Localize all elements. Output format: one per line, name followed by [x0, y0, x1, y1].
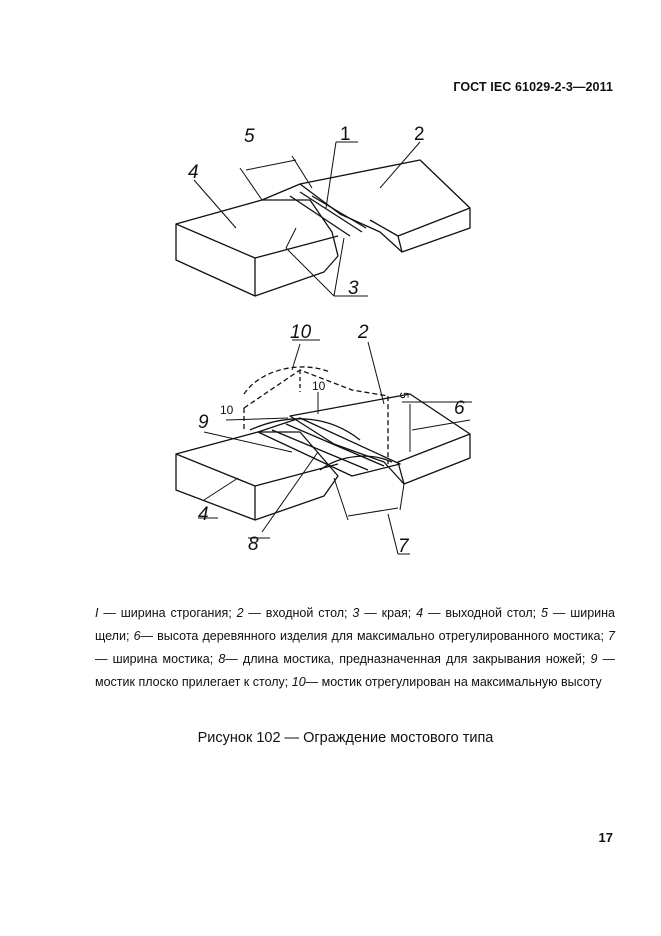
bottom-label-10: 10 — [290, 322, 312, 343]
standard-header: ГОСТ IEC 61029-2-3—2011 — [453, 80, 613, 94]
top-label-2: 2 — [414, 124, 425, 145]
caption-num-5: 5 — [540, 606, 548, 620]
bottom-label-6: 6 — [454, 398, 465, 419]
caption-num-10: 10 — [291, 675, 306, 689]
figure-title — [0, 730, 661, 746]
top-drawing — [176, 142, 470, 296]
caption-num-8: 8 — [218, 652, 226, 666]
bridge-guard-figure — [0, 100, 661, 570]
caption-text-8: — длина мостика, предназначенная для закрывания ножей; — [225, 652, 591, 666]
caption-num-4: 4 — [416, 606, 424, 620]
caption-num-9: 9 — [590, 652, 598, 666]
caption-text-10: — мостик отрегулирован на максимальную высоту — [305, 675, 602, 689]
page-number: 17 — [598, 830, 613, 845]
top-label-4: 4 — [188, 162, 199, 183]
caption-num-1: I — [95, 606, 99, 620]
caption-text-5: — ширина щели; — [95, 606, 616, 643]
bottom-drawing — [176, 340, 472, 554]
caption-text-4: — выходной стол; — [423, 606, 541, 620]
bottom-label-10-small-left: 10 — [220, 403, 234, 417]
bottom-label-8: 8 — [248, 534, 259, 555]
caption-num-3: 3 — [352, 606, 360, 620]
caption-text-7: — ширина мостика; — [95, 652, 219, 666]
bottom-label-2: 2 — [358, 322, 369, 343]
bottom-label-9: 9 — [198, 412, 209, 433]
top-label-5: 5 — [244, 126, 255, 147]
caption-text-9: — мостик плоско прилегает к столу; — [95, 652, 616, 689]
caption-text-2: — входной стол; — [243, 606, 353, 620]
bottom-label-7: 7 — [398, 536, 409, 557]
bottom-label-4: 4 — [198, 504, 209, 525]
top-label-3: 3 — [348, 278, 359, 299]
figure-caption — [95, 602, 615, 694]
caption-text-1: — ширина строгания; — [98, 606, 237, 620]
bottom-label-10-small-top: 10 — [312, 379, 326, 393]
caption-text-3: — края; — [359, 606, 417, 620]
figure-title-text: Рисунок 102 — Ограждение мостового типа — [197, 730, 494, 746]
caption-num-6: 6 — [133, 629, 141, 643]
caption-num-2: 2 — [236, 606, 244, 620]
caption-num-7: 7 — [608, 629, 615, 643]
caption-text-6: — высота деревянного изделия для максимально отрегулированного мостика; — [140, 629, 609, 643]
top-label-1: 1 — [340, 124, 351, 145]
bottom-label-5: 5 — [397, 392, 411, 399]
